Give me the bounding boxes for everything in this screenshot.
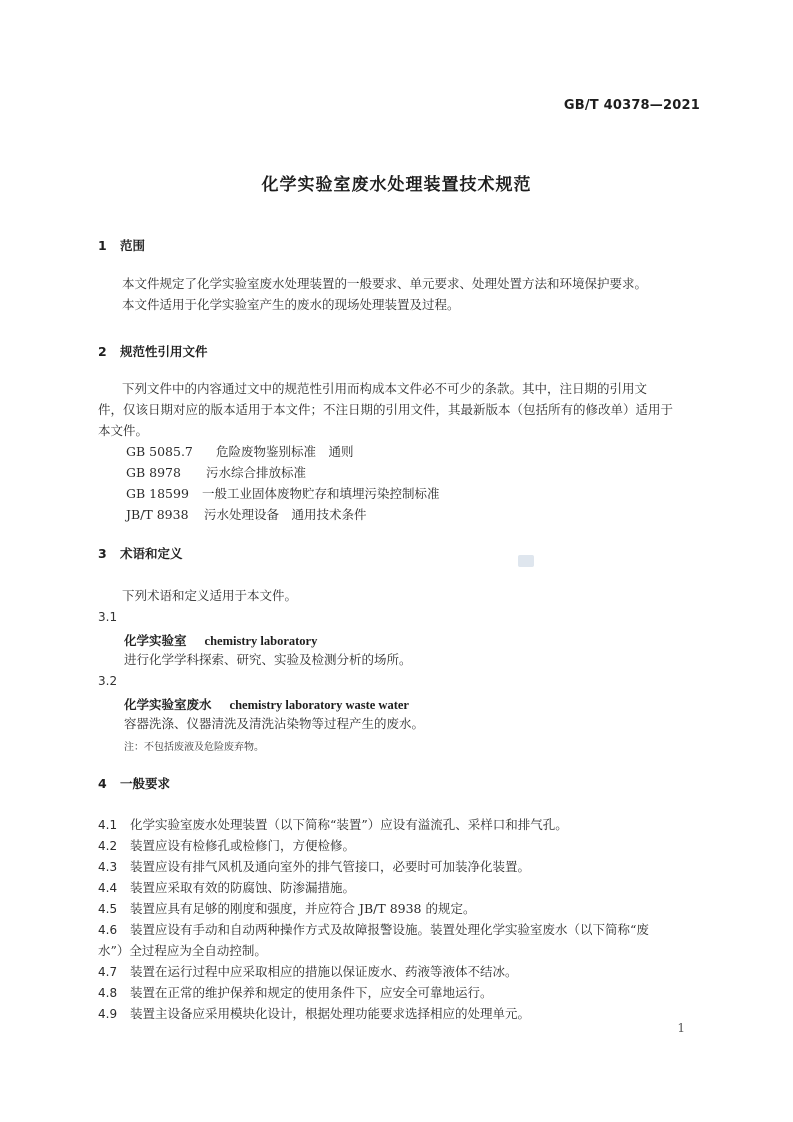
scope-paragraph: 本文件规定了化学实验室废水处理装置的一般要求、单元要求、处理处置方法和环境保护要求。 [122,276,648,291]
section-number: 1 [98,238,107,253]
clause-number: 4.5 [98,902,118,916]
term-en: chemistry laboratory [204,634,318,648]
clause-text: 装置在运行过程中应采取相应的措施以保证废水、药液等液体不结冰。 [130,964,518,979]
scope-paragraph: 本文件适用于化学实验室产生的废水的现场处理装置及过程。 [122,297,460,312]
reference-item [126,444,354,460]
clause-number: 4.6 [98,923,118,937]
section-number: 2 [98,344,107,359]
section-heading-terms [98,544,183,562]
clause-text: 装置应设有排气风机及通向室外的排气管接口，必要时可加装净化装置。 [130,859,531,874]
references-intro-line: 下列文件中的内容通过文中的规范性引用而构成本文件必不可少的条款。其中，注日期的引用文 [122,381,648,396]
reference-item [126,465,306,481]
standard-code: GB/T 40378—2021 [563,98,700,113]
clause-number: 4.4 [98,881,118,895]
section-number: 3 [98,546,107,561]
clause-number: 4.3 [98,860,118,874]
reference-title: 污水综合排放标准 [206,465,307,480]
clause-item [98,817,568,833]
clause-text: 装置在正常的维护保养和规定的使用条件下，应安全可靠地运行。 [130,985,493,1000]
clause-text: 装置应具有足够的刚度和强度，并应符合 JB/T 8938 的规定。 [130,901,476,916]
section-title: 术语和定义 [120,546,183,561]
term-definition: 容器洗涤、仪器清洗及清洗沾染物等过程产生的废水。 [124,716,425,731]
terms-intro: 下列术语和定义适用于本文件。 [122,588,298,603]
term-entry [124,631,317,649]
reference-code: GB 5085.7 [126,444,193,459]
clause-text: 装置应设有检修孔或检修门，方便检修。 [130,838,356,853]
clause-text: 装置主设备应采用模块化设计，根据处理功能要求选择相应的处理单元。 [130,1006,531,1021]
reference-code: GB 8978 [126,465,181,480]
section-title: 规范性引用文件 [120,344,208,359]
clause-number: 4.7 [98,965,118,979]
term-number: 3.1 [98,610,118,624]
reference-code: JB/T 8938 [126,507,189,522]
references-intro-line: 件，仅该日期对应的版本适用于本文件；不注日期的引用文件，其最新版本（包括所有的修改单）适用于 [98,402,674,417]
clause-text: 化学实验室废水处理装置（以下简称“装置”）应设有溢流孔、采样口和排气孔。 [130,817,568,832]
clause-continuation: 水”）全过程应为全自动控制。 [98,943,267,958]
clause-text: 装置应设有手动和自动两种操作方式及故障报警设施。装置处理化学实验室废水（以下简称“废 [130,922,649,937]
reference-title: 污水处理设备 通用技术条件 [204,507,367,522]
term-en: chemistry laboratory waste water [229,698,409,712]
reference-code: GB 18599 [126,486,189,501]
clause-item [98,880,355,896]
clause-item [98,1006,530,1022]
term-number: 3.2 [98,674,118,688]
term-definition: 进行化学学科探索、研究、实验及检测分析的场所。 [124,652,412,667]
clause-item [98,901,475,917]
clause-number: 4.1 [98,818,118,832]
term-entry [124,695,409,713]
term-note: 注：不包括废液及危险废弃物。 [124,742,264,753]
clause-number: 4.2 [98,839,118,853]
reference-title: 危险废物鉴别标准 通则 [216,444,354,459]
watermark-mark [518,555,534,567]
clause-item [98,859,530,875]
clause-item [98,838,355,854]
term-zh: 化学实验室废水 [124,697,212,712]
section-title: 范围 [120,238,146,253]
document-title: 化学实验室废水处理装置技术规范 [261,175,532,195]
clause-number: 4.8 [98,986,118,1000]
section-heading-scope [98,236,145,254]
reference-item [126,486,440,502]
references-intro-line: 本文件。 [98,423,149,438]
clause-item [98,985,493,1001]
section-title: 一般要求 [120,776,171,791]
section-number: 4 [98,776,107,791]
reference-title: 一般工业固体废物贮存和填埋污染控制标准 [202,486,440,501]
section-heading-normative-references [98,342,208,360]
page-number: 1 [677,1021,685,1035]
clause-number: 4.9 [98,1007,118,1021]
clause-item [98,964,518,980]
reference-item [126,507,367,523]
section-heading-general-requirements [98,774,170,792]
term-zh: 化学实验室 [124,633,187,648]
clause-text: 装置应采取有效的防腐蚀、防渗漏措施。 [130,880,356,895]
clause-item [98,922,649,938]
